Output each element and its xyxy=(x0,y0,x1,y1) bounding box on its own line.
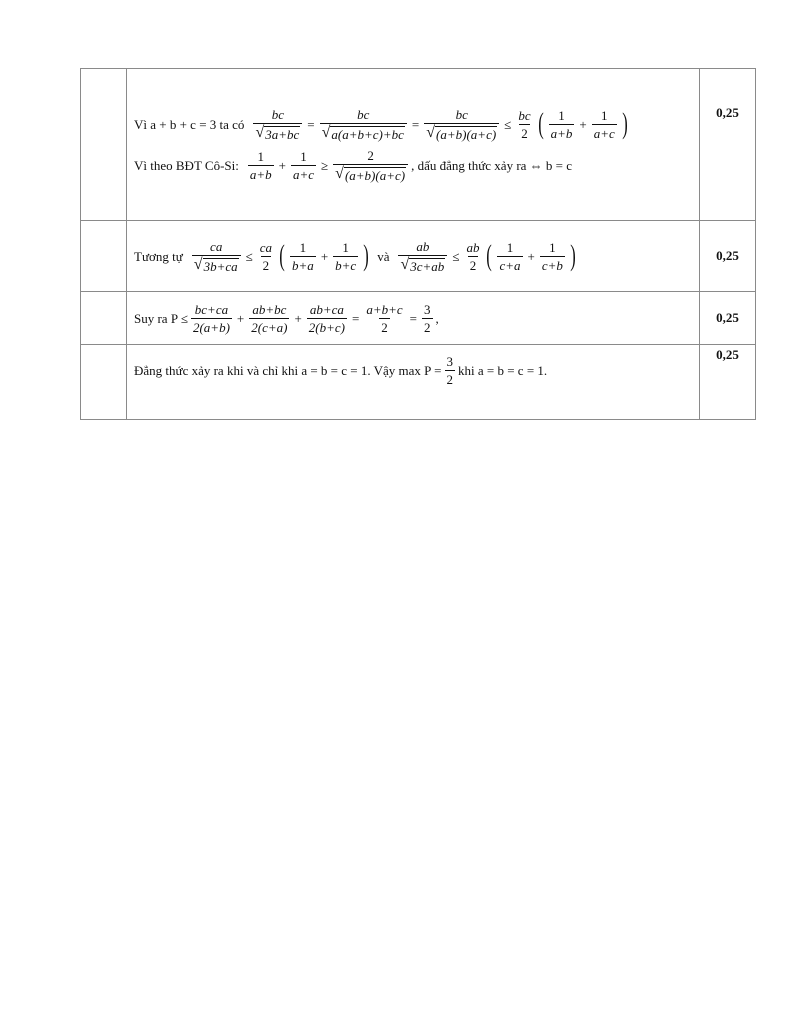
table-row xyxy=(81,292,756,345)
question-number-cell xyxy=(81,221,127,292)
solution-step-cell xyxy=(127,69,700,221)
step-text: Tương tự xyxy=(134,248,183,264)
step-text: , xyxy=(435,310,439,326)
fraction: $\frac{1}{a+c}$ xyxy=(292,148,315,182)
fraction: $\frac{1}{b+c}$ xyxy=(335,239,357,273)
solution-step-cell xyxy=(127,345,700,420)
step-text: và xyxy=(377,248,390,264)
fraction: bc √ a(a+b+c)+bc xyxy=(320,108,407,141)
fraction: $\frac{ab+bc}{2(c+a)}$ xyxy=(251,301,288,335)
fraction: $\frac{1}{b+a}$ xyxy=(292,239,314,273)
fraction: ca √ 3b+ca xyxy=(192,240,241,273)
fraction: $\frac{1}{a+b}$ xyxy=(550,107,573,141)
step-text: , dấu đẳng thức xảy ra ⇔ b = c xyxy=(411,157,573,173)
step-text: Vì a + b + c = 3 ta có xyxy=(134,116,245,132)
solution-line: Tương tự ca √ 3b+ca ≤ $\frac{ca}{2}$ ( $\frac{1}{b+a}$ + $\frac{1}{b+c}$ ) và ab √ 3c+ab ≤ $\frac{ab}{2}$ ( $\frac{1}{c+a}$ + $\frac{1}{c+b}$ ) xyxy=(134,238,576,274)
question-number-cell xyxy=(81,345,127,420)
table-row xyxy=(81,221,756,292)
fraction: bc √ 3a+bc xyxy=(253,108,302,141)
fraction: $\frac{1}{c+b}$ xyxy=(541,239,563,273)
fraction: 2 √ (a+b)(a+c) xyxy=(333,149,408,182)
fraction: $\frac{3}{2}$ xyxy=(424,301,431,335)
step-text: Vì theo BĐT Cô-Si: xyxy=(134,157,239,173)
solution-line xyxy=(134,355,699,386)
solution-line: Vì theo BĐT Cô-Si: $\frac{1}{a+b}$ + $\frac{1}{a+c}$ ≥ 2 √ (a+b)(a+c) , dấu đẳng thức xảy ra ⇔ b = c xyxy=(134,147,573,183)
score-cell: 0,25 xyxy=(700,221,756,292)
question-number-cell xyxy=(81,292,127,345)
fraction: $\frac{bc+ca}{2(a+b)}$ xyxy=(192,301,230,335)
fraction: $\frac{a+b+c}{2}$ xyxy=(366,301,403,335)
solution-step-cell xyxy=(127,221,700,292)
table-row xyxy=(81,69,756,221)
fraction: ab √ 3c+ab xyxy=(398,240,447,273)
grading-table xyxy=(80,68,756,420)
score-cell: 0,25 xyxy=(700,292,756,345)
fraction: $\frac{1}{a+c}$ xyxy=(593,107,615,141)
step-text: Suy ra P ≤ xyxy=(134,310,188,326)
fraction: $\frac{1}{a+b}$ xyxy=(249,148,272,182)
fraction: $\frac{3}{2}$ xyxy=(446,354,453,387)
solution-step-cell xyxy=(127,292,700,345)
table-row xyxy=(81,345,756,420)
fraction: $\frac{bc}{2}$ xyxy=(518,107,531,141)
fraction: $\frac{1}{c+a}$ xyxy=(499,239,521,273)
question-number-cell xyxy=(81,69,127,221)
fraction: $\frac{ca}{2}$ xyxy=(259,239,273,273)
solution-line: Vì a + b + c = 3 ta có bc √ 3a+bc = bc √ a(a+b+c)+bc = bc √ (a+b)(a+c) ≤ $\frac{bc}{2}$ ( $\frac{1}{a+b}$ + $\frac{1}{a+c}$ ) xyxy=(134,106,628,142)
fraction: bc √ (a+b)(a+c) xyxy=(424,108,499,141)
step-text: Đẳng thức xảy ra khi và chỉ khi a = b = c = 1. Vậy max P = xyxy=(134,363,442,378)
fraction: $\frac{ab}{2}$ xyxy=(466,239,480,273)
step-text: khi a = b = c = 1. xyxy=(458,363,548,378)
score-cell: 0,25 xyxy=(700,69,756,221)
solution-line: Suy ra P ≤ $\frac{bc+ca}{2(a+b)}$ + $\frac{ab+bc}{2(c+a)}$ + $\frac{ab+ca}{2(b+c)}$ = $\frac{a+b+c}{2}$ = $\frac{3}{2}$ , xyxy=(134,301,439,335)
score-cell: 0,25 xyxy=(700,345,756,420)
fraction: $\frac{ab+ca}{2(b+c)}$ xyxy=(308,301,345,335)
